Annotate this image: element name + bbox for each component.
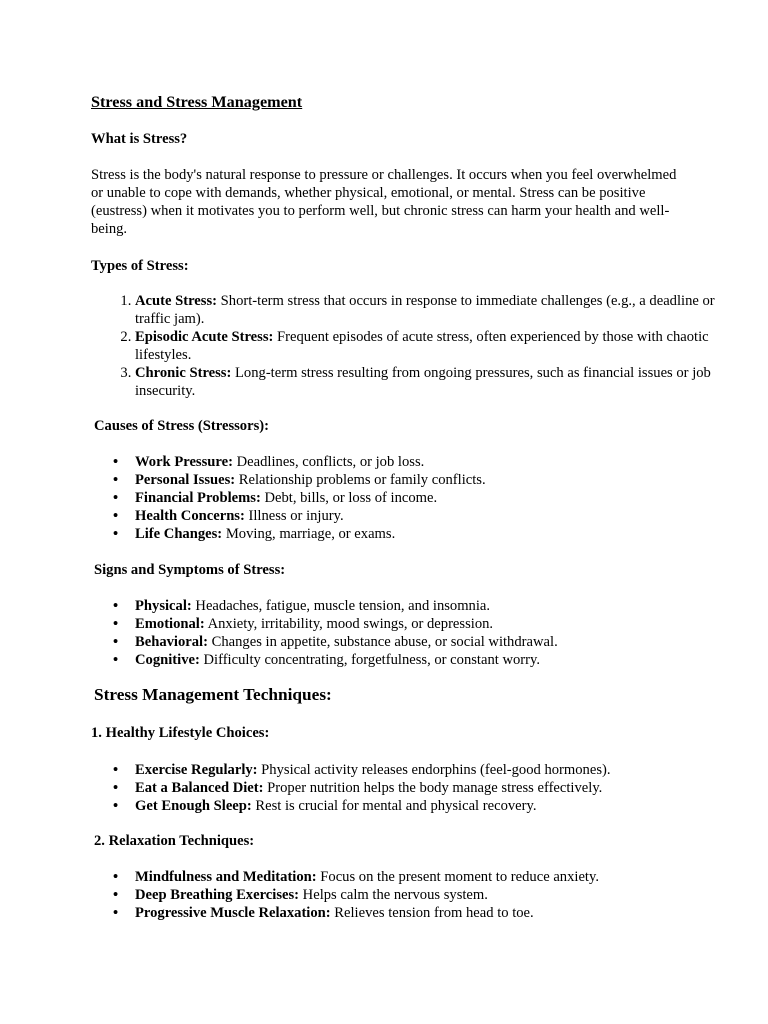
item-term: Health Concerns: <box>135 508 245 524</box>
list-item <box>135 797 725 815</box>
item-term: Eat a Balanced Diet: <box>135 780 264 796</box>
document-title: Stress and Stress Management <box>91 93 303 111</box>
item-term: Chronic Stress: <box>135 365 232 381</box>
item-text: Frequent episodes of acute stress, often experienced by those with chaotic lifestyles. <box>135 329 709 363</box>
causes-heading: Causes of Stress (Stressors): <box>94 418 269 434</box>
item-term: Acute Stress: <box>135 293 218 309</box>
causes-list <box>91 453 725 543</box>
techniques-heading: Stress Management Techniques: <box>94 685 332 704</box>
item-term: Financial Problems: <box>135 490 261 506</box>
relaxation-list <box>91 868 725 922</box>
item-term: Physical: <box>135 598 192 614</box>
lifestyle-heading: 1. Healthy Lifestyle Choices: <box>91 725 270 741</box>
signs-heading: Signs and Symptoms of Stress: <box>94 562 286 578</box>
signs-list <box>91 597 725 669</box>
list-item <box>135 761 725 779</box>
item-text: Headaches, fatigue, muscle tension, and insomnia. <box>191 598 491 614</box>
list-item <box>135 886 725 904</box>
list-item <box>135 779 725 797</box>
item-term: Exercise Regularly: <box>135 762 258 778</box>
list-item <box>135 597 725 615</box>
list-item <box>135 328 725 364</box>
lifestyle-list <box>91 761 725 815</box>
item-term: Progressive Muscle Relaxation: <box>135 905 331 921</box>
item-term: Mindfulness and Meditation: <box>135 869 317 885</box>
relaxation-heading: 2. Relaxation Techniques: <box>94 833 255 849</box>
list-item <box>135 904 725 922</box>
list-item <box>135 507 725 525</box>
list-item <box>135 364 725 400</box>
item-text: Relieves tension from head to toe. <box>330 905 534 921</box>
item-text: Helps calm the nervous system. <box>299 887 488 903</box>
item-term: Get Enough Sleep: <box>135 798 252 814</box>
item-term: Cognitive: <box>135 652 200 668</box>
item-term: Behavioral: <box>135 634 208 650</box>
item-text: Moving, marriage, or exams. <box>222 526 396 542</box>
item-text: Short-term stress that occurs in response to immediate challenges (e.g., a deadline or traffic jam). <box>135 293 715 327</box>
list-item <box>135 525 725 543</box>
item-text: Long-term stress resulting from ongoing pressures, such as financial issues or job insecurity. <box>135 365 711 399</box>
list-item <box>135 471 725 489</box>
item-term: Emotional: <box>135 616 205 632</box>
list-item <box>135 489 725 507</box>
list-item <box>135 292 725 328</box>
types-heading: Types of Stress: <box>91 258 189 274</box>
list-item <box>135 633 725 651</box>
item-text: Focus on the present moment to reduce anxiety. <box>316 869 599 885</box>
list-item <box>135 868 725 886</box>
what-is-heading: What is Stress? <box>91 131 188 147</box>
item-text: Physical activity releases endorphins (feel-good hormones). <box>257 762 611 778</box>
item-term: Deep Breathing Exercises: <box>135 887 300 903</box>
item-text: Illness or injury. <box>244 508 344 524</box>
item-text: Difficulty concentrating, forgetfulness, or constant worry. <box>199 652 541 668</box>
list-item <box>135 453 725 471</box>
what-is-paragraph: Stress is the body's natural response to pressure or challenges. It occurs when you feel overwhelmed or unable to cope with demands, whether physical, emotional, or mental. Stress can be positive (eustress) when it motivates you to perform well, but chronic stress can harm your health and well-being. <box>91 167 677 237</box>
item-term: Personal Issues: <box>135 472 236 488</box>
item-term: Episodic Acute Stress: <box>135 329 274 345</box>
types-list <box>91 292 725 400</box>
item-text: Relationship problems or family conflicts. <box>235 472 486 488</box>
item-text: Anxiety, irritability, mood swings, or depression. <box>204 616 494 632</box>
item-term: Work Pressure: <box>135 454 233 470</box>
item-text: Proper nutrition helps the body manage stress effectively. <box>263 780 603 796</box>
item-text: Deadlines, conflicts, or job loss. <box>232 454 425 470</box>
item-text: Debt, bills, or loss of income. <box>260 490 438 506</box>
item-text: Rest is crucial for mental and physical recovery. <box>251 798 537 814</box>
list-item <box>135 651 725 669</box>
list-item <box>135 615 725 633</box>
item-text: Changes in appetite, substance abuse, or social withdrawal. <box>207 634 558 650</box>
item-term: Life Changes: <box>135 526 223 542</box>
